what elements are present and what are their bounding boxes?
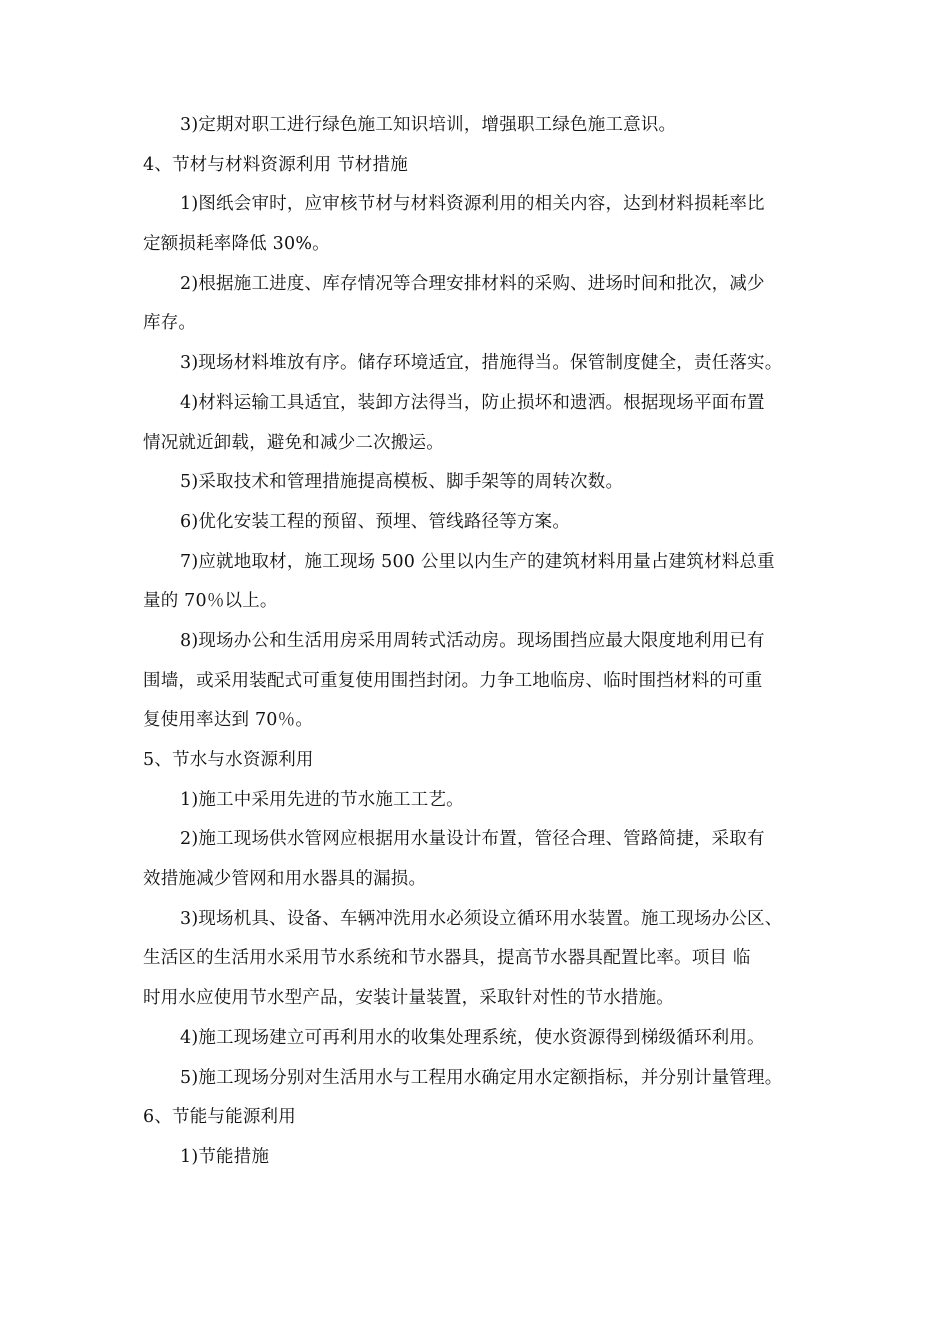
paragraph-line: 3)定期对职工进行绿色施工知识培训，增强职工绿色施工意识。 xyxy=(180,115,677,135)
section-heading: 6、节能与能源利用 xyxy=(143,1107,296,1128)
paragraph-line: 5)采取技术和管理措施提高模板、脚手架等的周转次数。 xyxy=(180,472,624,493)
paragraph-line: 生活区的生活用水采用节水系统和节水器具，提高节水器具配置比率。项目 临 xyxy=(143,948,751,969)
paragraph-line: 8)现场办公和生活用房采用周转式活动房。现场围挡应最大限度地利用已有 xyxy=(180,630,765,651)
paragraph-line: 量的 70％以上。 xyxy=(143,591,278,612)
paragraph-line: 时用水应使用节水型产品，安装计量装置，采取针对性的节水措施。 xyxy=(143,988,674,1009)
paragraph-line: 2)施工现场供水管网应根据用水量设计布置，管径合理、管路简捷，采取有 xyxy=(180,829,765,850)
paragraph-line: 3)现场材料堆放有序。储存环境适宜，措施得当。保管制度健全，责任落实。 xyxy=(180,353,783,374)
paragraph-line: 复使用率达到 70％。 xyxy=(143,710,314,731)
paragraph-line: 1)图纸会审时，应审核节材与材料资源利用的相关内容，达到材料损耗率比 xyxy=(180,194,765,215)
paragraph-line: 7)应就地取材，施工现场 500 公里以内生产的建筑材料用量占建筑材料总重 xyxy=(180,551,775,572)
subsection-heading: 1)节能措施 xyxy=(180,1146,270,1167)
paragraph-line: 4)材料运输工具适宜，装卸方法得当，防止损坏和遗洒。根据现场平面布置 xyxy=(180,392,765,413)
paragraph-line: 围墙，或采用装配式可重复使用围挡封闭。力争工地临房、临时围挡材料的可重 xyxy=(143,670,763,691)
paragraph-line: 效措施减少管网和用水器具的漏损。 xyxy=(143,869,427,890)
paragraph-line: 1)施工中采用先进的节水施工工艺。 xyxy=(180,789,464,810)
paragraph-line: 4)施工现场建立可再利用水的收集处理系统，使水资源得到梯级循环利用。 xyxy=(180,1027,765,1048)
document-body xyxy=(143,106,823,1178)
paragraph-line: 5)施工现场分别对生活用水与工程用水确定用水定额指标，并分别计量管理。 xyxy=(180,1067,783,1088)
paragraph-line: 6)优化安装工程的预留、预埋、管线路径等方案。 xyxy=(180,511,571,532)
paragraph-line: 2)根据施工进度、库存情况等合理安排材料的采购、进场时间和批次，减少 xyxy=(180,273,765,294)
section-heading: 5、节水与水资源利用 xyxy=(143,750,314,770)
paragraph-line: 定额损耗率降低 30%。 xyxy=(143,234,330,255)
paragraph-line: 库存。 xyxy=(143,313,197,334)
paragraph-line: 3)现场机具、设备、车辆冲洗用水必须设立循环用水装置。施工现场办公区、 xyxy=(180,908,783,929)
section-heading: 4、节材与材料资源利用 节材措施 xyxy=(143,154,408,175)
paragraph-line: 情况就近卸载，避免和减少二次搬运。 xyxy=(143,432,444,453)
